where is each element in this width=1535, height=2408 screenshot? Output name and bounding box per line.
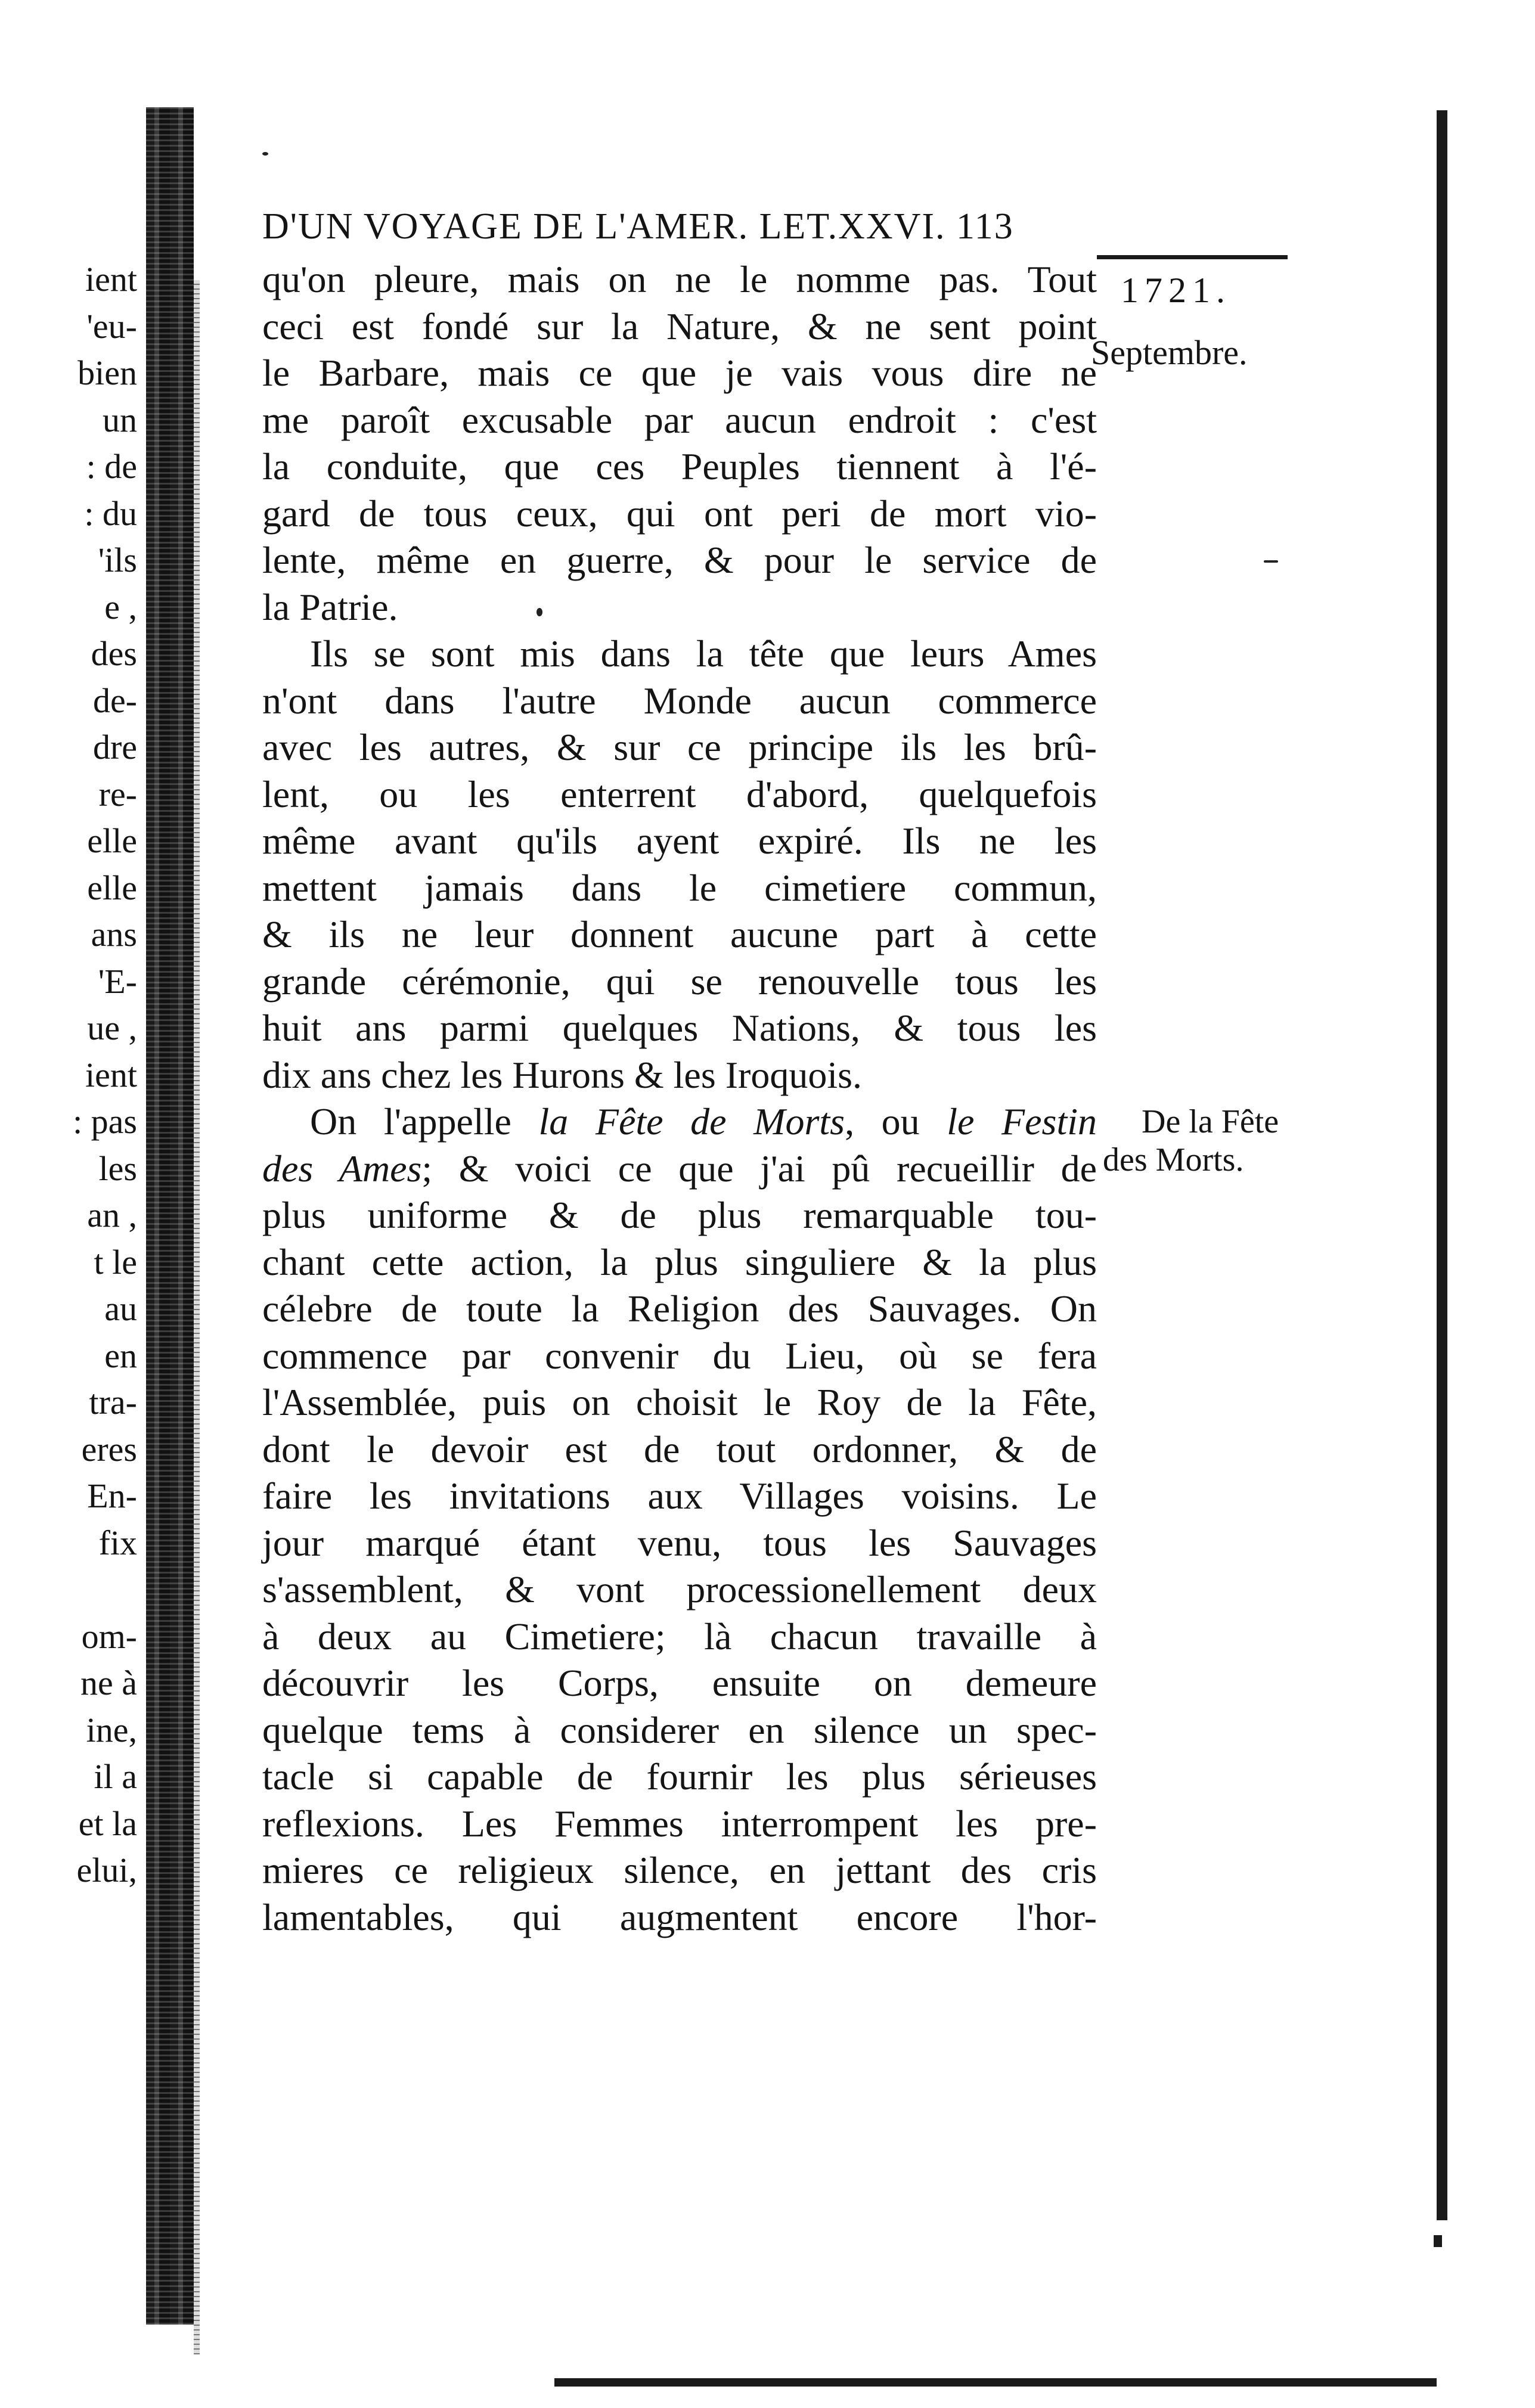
previous-page-fragment: il a [94, 1757, 137, 1796]
text-line: grande cérémonie, qui se renouvelle tous les [262, 960, 1097, 1003]
text-line: huit ans parmi quelques Nations, & tous les [262, 1007, 1097, 1049]
previous-page-fragment: ient [85, 260, 137, 299]
previous-page-fragment: un [103, 400, 137, 439]
italic-title: le Festin [947, 1100, 1097, 1143]
body-text [262, 256, 1097, 1941]
text-line: la Patrie. [262, 585, 398, 628]
previous-page-fragment: om- [81, 1616, 137, 1656]
previous-page-fragment: : de [86, 447, 137, 486]
previous-page-fragment: elui, [76, 1851, 137, 1889]
bottom-border-rule [554, 2378, 1437, 2387]
previous-page-fragment: ient [85, 1055, 137, 1094]
previous-page-fragment: les [98, 1149, 137, 1188]
text-line: s'assemblent, & vont processionellement deux [262, 1568, 1097, 1610]
text-line: la conduite, que ces Peuples tiennent à l'é- [262, 445, 1097, 488]
text-line: à deux au Cimetiere; là chacun travaille à [262, 1615, 1097, 1658]
text-line: commence par convenir du Lieu, où se fera [262, 1334, 1097, 1377]
previous-page-fragment: ine, [86, 1710, 137, 1749]
paragraph-3 [262, 1099, 1097, 1941]
text-line: ceci est fondé sur la Nature, & ne sent point [262, 305, 1097, 347]
text-line: célebre de toute la Religion des Sauvages. On [262, 1287, 1097, 1330]
text-line: gard de tous ceux, qui ont peri de mort vio- [262, 492, 1097, 535]
previous-page-fragment: ans [91, 915, 137, 954]
ink-speck [1264, 560, 1278, 563]
text-line: l'Assemblée, puis on choisit le Roy de la Fête, [262, 1381, 1097, 1423]
text-line: dix ans chez les Hurons & les Iroquois. [262, 1053, 863, 1096]
previous-page-fragment: 'eu- [86, 306, 137, 346]
text-line: qu'on pleure, mais on ne le nomme pas. Tout [262, 258, 1097, 300]
text-line: découvrir les Corps, ensuite on demeure [262, 1662, 1097, 1704]
text-line: Ils se sont mis dans la tête que leurs Ames [310, 632, 1097, 675]
previous-page-fragments [0, 256, 137, 1894]
paragraph-2 [262, 631, 1097, 1099]
binding-gutter [146, 107, 194, 2325]
previous-page-fragment: t le [94, 1242, 137, 1281]
previous-page-fragment: e , [104, 587, 137, 626]
text-line: n'ont dans l'autre Monde aucun commerce [262, 679, 1097, 722]
text-line: avec les autres, & sur ce principe ils les brû- [262, 726, 1097, 768]
text-line: le Barbare, mais ce que je vais vous dire ne [262, 352, 1097, 394]
right-border-mark [1434, 2235, 1442, 2247]
previous-page-fragment: en [104, 1336, 137, 1375]
text-line: lente, même en guerre, & pour le service de [262, 539, 1097, 581]
text-line: & ils ne leur donnent aucune part à cette [262, 913, 1097, 955]
previous-page-fragment: : pas [73, 1102, 137, 1141]
italic-title: des Ames [262, 1147, 422, 1190]
ink-speck [537, 608, 542, 616]
previous-page-fragment: des [91, 634, 137, 673]
text-line: mettent jamais dans le cimetiere commun, [262, 866, 1097, 909]
previous-page-fragment: ue , [87, 1008, 137, 1047]
previous-page-fragment: 'E- [98, 961, 137, 1001]
previous-page-fragment: fix [98, 1523, 137, 1562]
paragraph-1 [262, 256, 1097, 631]
text-line: mieres ce religieux silence, en jettant des cris [262, 1849, 1097, 1891]
text-line: même avant qu'ils ayent expiré. Ils ne les [262, 820, 1097, 862]
text-line: quelque tems à considerer en silence un spec- [262, 1708, 1097, 1751]
header-rule [1097, 255, 1288, 259]
previous-page-fragment: : du [84, 494, 137, 533]
previous-page-fragment: dre [92, 728, 137, 767]
previous-page-fragment: re- [98, 774, 137, 814]
previous-page-fragment: de- [92, 681, 137, 720]
previous-page-fragment [0, 1566, 137, 1613]
text-line: On l'appelle la Fête de Morts, ou le Festin [310, 1100, 1097, 1143]
margin-note-year: 1721. [1121, 271, 1231, 310]
text-line: lent, ou les enterrent d'abord, quelquefois [262, 772, 1097, 815]
text-line: reflexions. Les Femmes interrompent les pre- [262, 1802, 1097, 1845]
previous-page-fragment: ne à [80, 1664, 137, 1702]
text-line: dont le devoir est de tout ordonner, & de [262, 1428, 1097, 1470]
text-line: lamentables, qui augmentent encore l'hor- [262, 1895, 1097, 1938]
ink-speck [262, 152, 268, 156]
previous-page-fragment: tra- [89, 1383, 137, 1422]
previous-page-fragment: elle [87, 821, 137, 860]
text-line: me paroît excusable par aucun endroit : c'est [262, 398, 1097, 441]
previous-page-fragment: bien [77, 353, 137, 392]
gutter-edge [194, 280, 200, 2354]
previous-page-fragment: 'ils [98, 541, 137, 579]
previous-page-fragment: au [104, 1289, 137, 1328]
running-head: D'UN VOYAGE DE L'AMER. LET.XXVI. 113 [262, 206, 1014, 247]
text-line: des Ames; & voici ce que j'ai pû recueillir de [262, 1147, 1097, 1190]
previous-page-fragment: elle [87, 868, 137, 907]
text-line: chant cette action, la plus singuliere & la plus [262, 1240, 1097, 1283]
margin-note-month: Septembre. [1091, 333, 1248, 372]
previous-page-fragment: et la [78, 1804, 137, 1843]
right-border-rule [1437, 110, 1447, 2220]
text-line: plus uniforme & de plus remarquable tou- [262, 1194, 1097, 1236]
previous-page-fragment: eres [81, 1429, 137, 1469]
previous-page-fragment: an , [87, 1196, 137, 1234]
margin-note-subject: des Morts. [1103, 1141, 1244, 1178]
margin-note-subject: De la Fête [1142, 1103, 1279, 1140]
text-line: faire les invitations aux Villages voisins. Le [262, 1475, 1097, 1517]
text-line: tacle si capable de fournir les plus sérieuses [262, 1755, 1097, 1798]
previous-page-fragment: En- [87, 1476, 137, 1515]
text-line: jour marqué étant venu, tous les Sauvages [262, 1521, 1097, 1564]
italic-title: la Fête de Morts [538, 1100, 845, 1143]
